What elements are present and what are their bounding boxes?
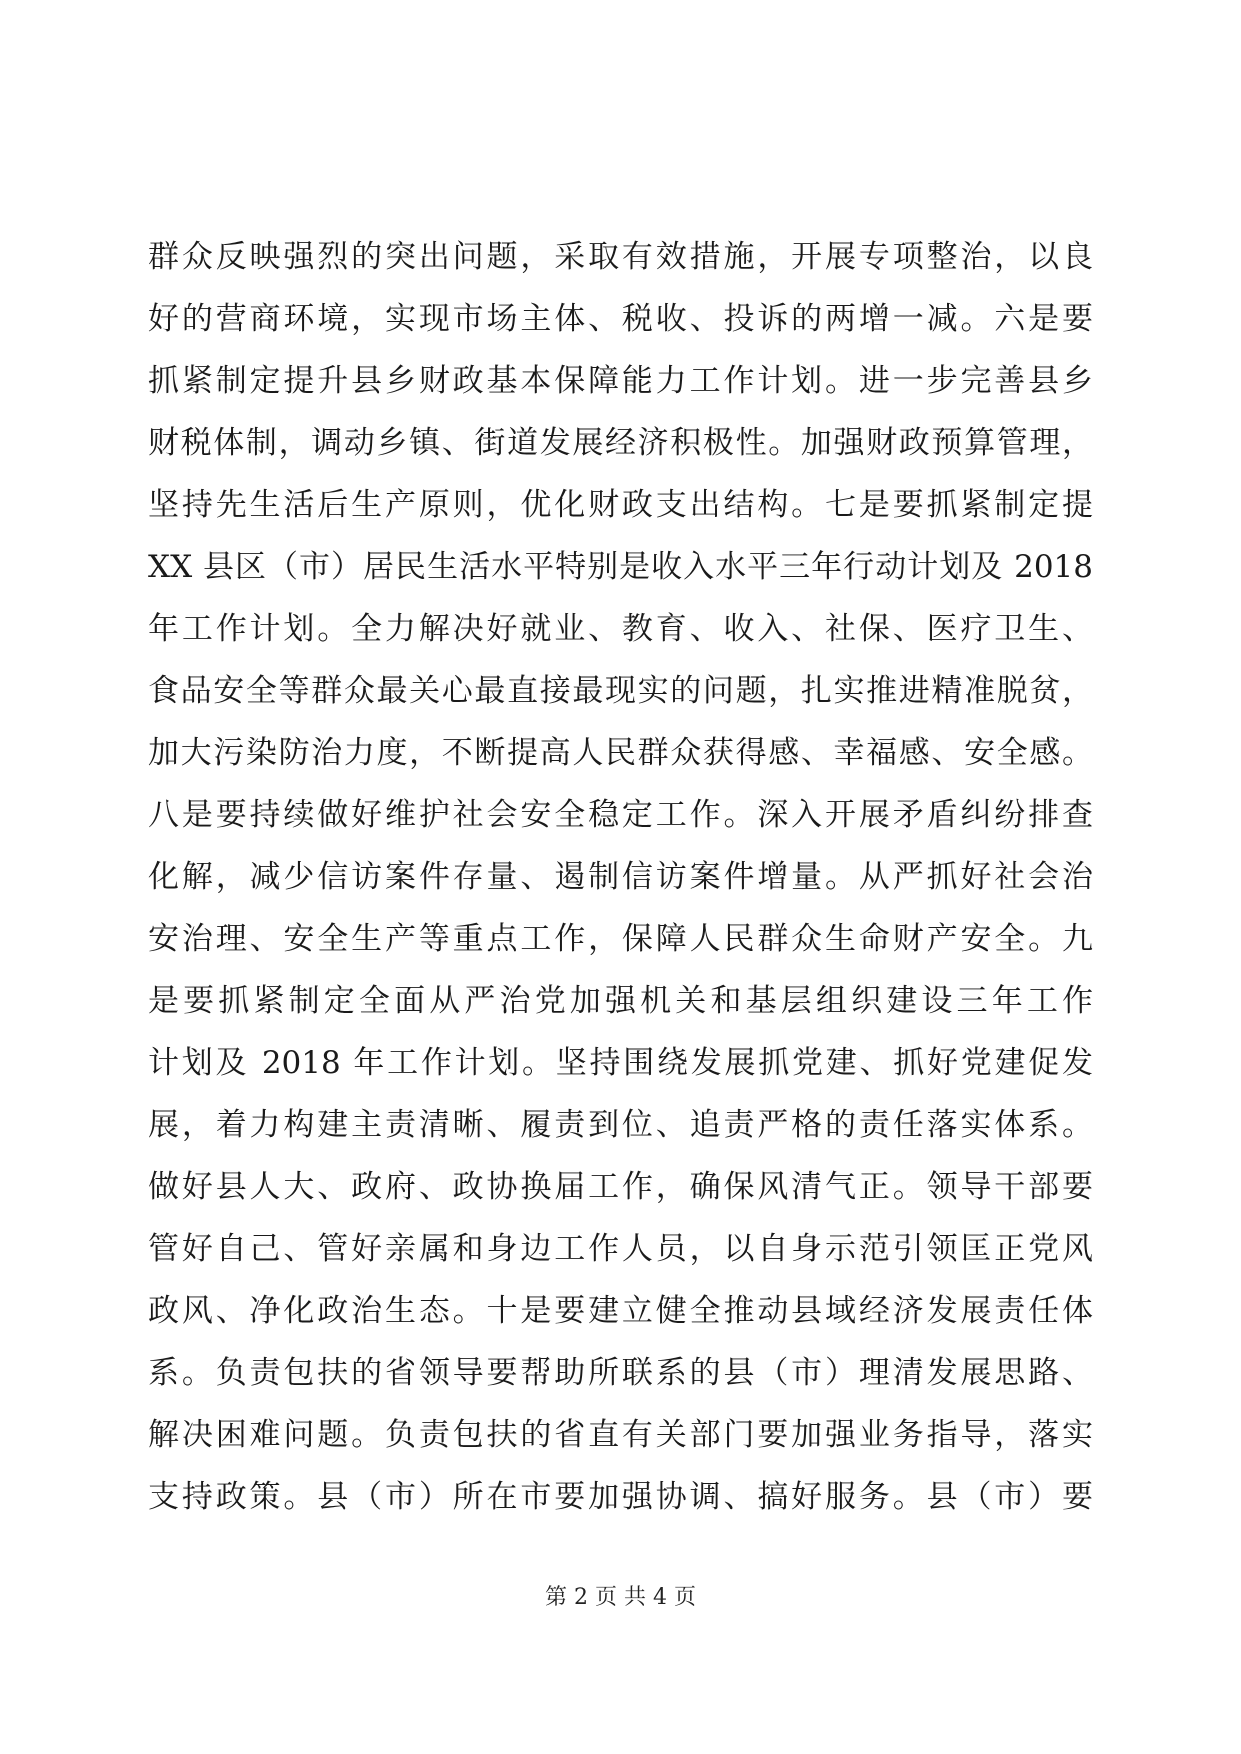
text-line: 系。负责包扶的省领导要帮助所联系的县（市）理清发展思路、 bbox=[148, 1355, 1093, 1391]
text-line: 八是要持续做好维护社会安全稳定工作。深入开展矛盾纠纷排查 bbox=[148, 797, 1093, 833]
text-line: 群众反映强烈的突出问题，采取有效措施，开展专项整治，以良 bbox=[148, 239, 1093, 275]
text-line: 管好自己、管好亲属和身边工作人员，以自身示范引领匡正党风 bbox=[148, 1231, 1093, 1267]
text-line: 政风、净化政治生态。十是要建立健全推动县域经济发展责任体 bbox=[148, 1293, 1093, 1329]
text-line: 展，着力构建主责清晰、履责到位、追责严格的责任落实体系。 bbox=[148, 1107, 1093, 1143]
text-line: 坚持先生活后生产原则，优化财政支出结构。七是要抓紧制定提 bbox=[148, 487, 1093, 523]
text-line: 化解，减少信访案件存量、遏制信访案件增量。从严抓好社会治 bbox=[148, 859, 1093, 895]
page-number-label: 第 2 页 共 4 页 bbox=[545, 1585, 696, 1610]
text-line: 年工作计划。全力解决好就业、教育、收入、社保、医疗卫生、 bbox=[148, 611, 1093, 647]
body-text bbox=[148, 226, 1093, 1528]
text-line: 食品安全等群众最关心最直接最现实的问题，扎实推进精准脱贫， bbox=[148, 673, 1093, 709]
text-line: 做好县人大、政府、政协换届工作，确保风清气正。领导干部要 bbox=[148, 1169, 1093, 1205]
text-line: 安治理、安全生产等重点工作，保障人民群众生命财产安全。九 bbox=[148, 921, 1093, 957]
text-line: XX 县区（市）居民生活水平特别是收入水平三年行动计划及 2018 bbox=[148, 549, 1093, 585]
text-line: 计划及 2018 年工作计划。坚持围绕发展抓党建、抓好党建促发 bbox=[148, 1045, 1093, 1081]
text-line: 是要抓紧制定全面从严治党加强机关和基层组织建设三年工作 bbox=[148, 983, 1093, 1019]
text-line: 财税体制，调动乡镇、街道发展经济积极性。加强财政预算管理， bbox=[148, 425, 1093, 461]
text-line: 解决困难问题。负责包扶的省直有关部门要加强业务指导，落实 bbox=[148, 1417, 1093, 1453]
text-line: 支持政策。县（市）所在市要加强协调、搞好服务。县（市）要 bbox=[148, 1479, 1093, 1515]
text-line: 好的营商环境，实现市场主体、税收、投诉的两增一减。六是要 bbox=[148, 301, 1093, 337]
text-line: 抓紧制定提升县乡财政基本保障能力工作计划。进一步完善县乡 bbox=[148, 363, 1093, 399]
page-footer bbox=[0, 1583, 1241, 1613]
text-line: 加大污染防治力度，不断提高人民群众获得感、幸福感、安全感。 bbox=[148, 735, 1093, 771]
